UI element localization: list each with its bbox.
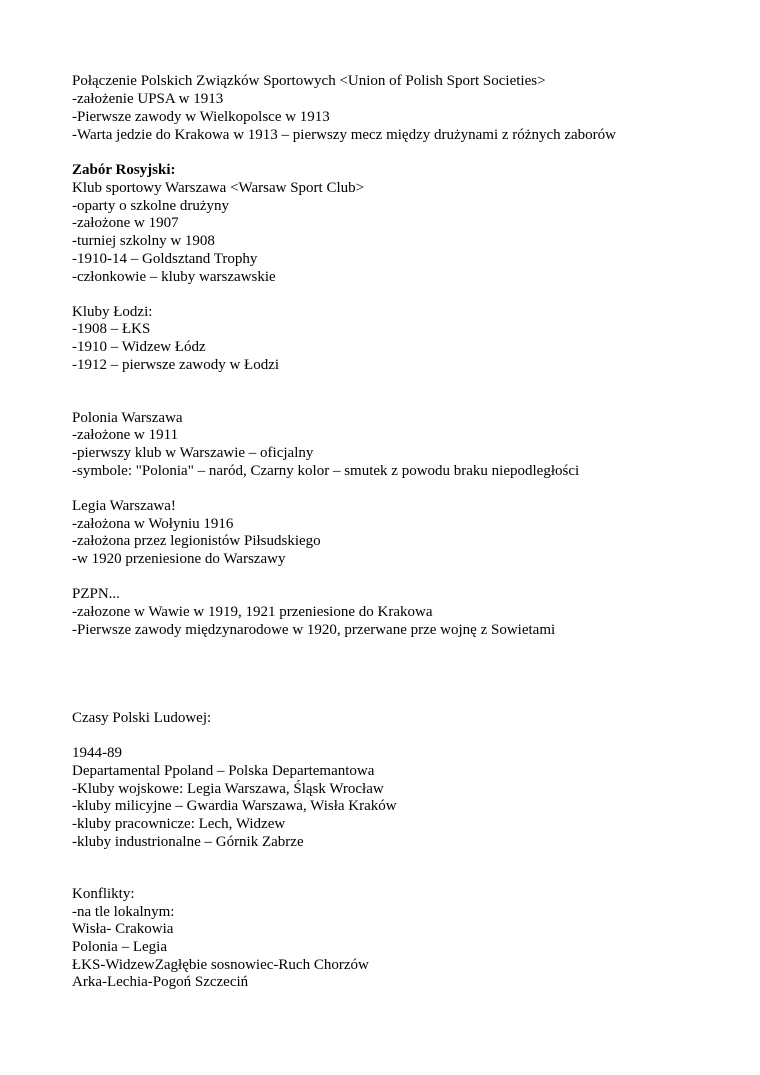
text-line: -Kluby wojskowe: Legia Warszawa, Śląsk Wrocław bbox=[72, 781, 384, 797]
text-line: -załozone w Wawie w 1919, 1921 przeniesione do Krakowa bbox=[72, 604, 433, 620]
text-line: -turniej szkolny w 1908 bbox=[72, 233, 215, 249]
text-line: Czasy Polski Ludowej: bbox=[72, 710, 212, 726]
text-line: -członkowie – kluby warszawskie bbox=[72, 269, 276, 285]
text-line: Polonia – Legia bbox=[72, 939, 167, 955]
text-line: -założone w 1907 bbox=[72, 215, 179, 231]
text-line: -założone w 1911 bbox=[72, 427, 179, 443]
section-heading: Zabór Rosyjski: bbox=[72, 162, 176, 178]
text-line: -kluby industrionalne – Górnik Zabrze bbox=[72, 834, 304, 850]
text-line: -symbole: "Polonia" – naród, Czarny kolor – smutek z powodu braku niepodległości bbox=[72, 463, 580, 479]
text-line: -w 1920 przeniesione do Warszawy bbox=[72, 551, 286, 567]
text-line: Polonia Warszawa bbox=[72, 410, 183, 426]
text-line: -1910-14 – Goldsztand Trophy bbox=[72, 251, 258, 267]
text-line: Departamental Ppoland – Polska Departemantowa bbox=[72, 763, 375, 779]
text-line: Klub sportowy Warszawa <Warsaw Sport Club> bbox=[72, 180, 365, 196]
text-line: -1910 – Widzew Łódz bbox=[72, 339, 206, 355]
text-line: Wisła- Crakowia bbox=[72, 921, 174, 937]
text-line: Połączenie Polskich Związków Sportowych <Union of Polish Sport Societies> bbox=[72, 73, 546, 89]
text-line: -kluby pracownicze: Lech, Widzew bbox=[72, 816, 286, 832]
text-line: -Pierwsze zawody międzynarodowe w 1920, przerwane prze wojnę z Sowietami bbox=[72, 622, 556, 638]
text-line: Konflikty: bbox=[72, 886, 135, 902]
text-line: -pierwszy klub w Warszawie – oficjalny bbox=[72, 445, 314, 461]
text-line: -Warta jedzie do Krakowa w 1913 – pierwszy mecz między drużynami z różnych zaborów bbox=[72, 127, 616, 143]
text-line: -oparty o szkolne drużyny bbox=[72, 198, 230, 214]
text-line: Arka-Lechia-Pogoń Szczeciń bbox=[72, 974, 249, 990]
text-line: -kluby milicyjne – Gwardia Warszawa, Wisła Kraków bbox=[72, 798, 397, 814]
text-line: -założenie UPSA w 1913 bbox=[72, 91, 224, 107]
text-line: Legia Warszawa! bbox=[72, 498, 176, 514]
text-line: -1908 – ŁKS bbox=[72, 321, 151, 337]
text-line: -założona w Wołyniu 1916 bbox=[72, 516, 234, 532]
text-line: ŁKS-WidzewZagłębie sosnowiec-Ruch Chorzów bbox=[72, 957, 369, 973]
text-line: -na tle lokalnym: bbox=[72, 904, 175, 920]
text-line: -1912 – pierwsze zawody w Łodzi bbox=[72, 357, 280, 373]
text-line: Kluby Łodzi: bbox=[72, 304, 153, 320]
text-line: PZPN... bbox=[72, 586, 120, 602]
text-line: 1944-89 bbox=[72, 745, 122, 761]
text-line: -Pierwsze zawody w Wielkopolsce w 1913 bbox=[72, 109, 330, 125]
text-line: -założona przez legionistów Piłsudskiego bbox=[72, 533, 321, 549]
